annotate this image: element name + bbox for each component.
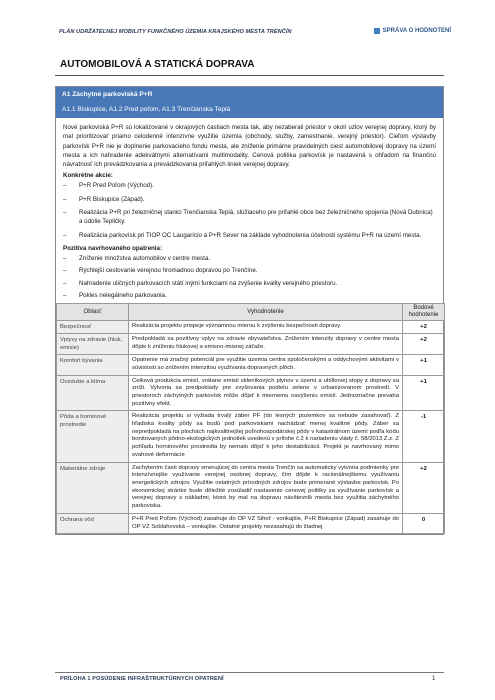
- measure-group-band: A1 Záchytné parkoviská P+R: [56, 87, 443, 102]
- area-cell: Bezpečnosť: [57, 321, 129, 334]
- actions-list: [56, 180, 443, 239]
- column-header-area: Oblasť: [57, 304, 129, 321]
- table-row: [57, 513, 445, 533]
- score-cell: +2: [403, 462, 445, 513]
- area-cell: Pôda a horninové prostredie: [57, 411, 129, 462]
- list-item: – Nahradenie uličných parkovacích státí inými funkciami na zvýšenie kvality verejného priestoru.: [63, 279, 436, 288]
- effects-list: [56, 253, 443, 300]
- evaluation-cell: Predpokladá sa pozitívny vplyv na zdravie obyvateľstva. Znížením intenzity dopravy v centre mesta dôjde k zníženiu hlukovej a emisno-imisnej záťaže.: [129, 334, 403, 355]
- measure-locations-band: A1.1 Biskupice, A1.2 Pred poľom, A1.3 Trenčianska Teplá: [56, 102, 443, 118]
- score-cell: -1: [403, 411, 445, 462]
- table-row: [57, 355, 445, 375]
- evaluation-cell: Realizácia projektu prispeje významnou mierou k zvýšeniu bezpečnosti dopravy.: [129, 321, 403, 334]
- list-item: – P+R Biskupice (Západ).: [63, 195, 436, 204]
- score-cell: +2: [403, 334, 445, 355]
- evaluation-cell: Celková produkcia emisií, vrátane emisií skleníkových plynov v území a uhlíkovej stopy z dopravy sa zníži. Vytvoria sa predpoklady pre zvyšovania podielu zelene v urbanizovanom prostredí. V priestoroch záchytných parkovísk môže dôjsť k miernemu navýšeniu emisií. Jednoznačne prevaha pozitívny efekt.: [129, 375, 403, 411]
- evaluation-cell: P+R Pred Poľom (Východ) zasahuje do OP VZ Sihoť - vonkajšie, P+R Biskupice (Západ) zasahuje do OP VZ Soblahovská – vonkajšie. Ostatné projekty nezasahujú do žiadnej: [129, 513, 403, 533]
- footer-rule: [55, 672, 444, 673]
- area-cell: Vplyvy na zdravie (hluk, emisie): [57, 334, 129, 355]
- table-row: [57, 375, 445, 411]
- footer-annex-title: PRÍLOHA 1 POSÚDENIE INFRAŠTRUKTÚRNYCH OPATRENÍ: [60, 676, 224, 682]
- header-document-title: PLÁN UDRŽATEĽNEJ MOBILITY FUNKČNÉHO ÚZEMIA KRAJSKÉHO MESTA TRENČÍN: [59, 29, 292, 35]
- table-row: [57, 462, 445, 513]
- list-item: – Zníženie množstva automobilov v centre mesta.: [63, 254, 436, 263]
- actions-heading: Konkrétne akcie:: [63, 172, 113, 180]
- list-item: – Rýchlejší cestovanie verejnou hromadnou dopravou po Trenčíne.: [63, 266, 436, 275]
- evaluation-cell: Zachytením časti dopravy smerujúcej do centra mesta Trenčín sa automaticky vytvoria podmienky pre intenzívnejšie využívanie verejnej osobnej dopravy, čím dôjde k racionálnejšiemu využívaniu energetických zdrojov. Využitie ostatných prírodných zdrojov bude primerané výstavbe parkovísk. Po ekonomickej stránke bude dôležité zosúladiť nastavenie cenovej politiky za využívanie parkovísk a verejnej dopravy s nákladmi, ktoré by mal na dopravu návštevník mesta bez využitia záchytného parkoviska.: [129, 462, 403, 513]
- page-number: 1: [432, 676, 436, 682]
- evaluation-cell: Opatrenie má značný potenciál pre využitie územia centra spoločenskými a oddychovými aktivitami v súvislosti so znížením intenzitou využívania dopravných plôch.: [129, 355, 403, 375]
- list-item: – P+R Pred Poľom (Východ).: [63, 181, 436, 190]
- area-cell: Materiálne zdroje: [57, 462, 129, 513]
- list-item: – Pokles nelegálneho parkovania.: [63, 291, 436, 300]
- page-header: [51, 28, 451, 40]
- title-rule: [55, 75, 444, 76]
- table-row: [57, 411, 445, 462]
- evaluation-table: [56, 303, 445, 534]
- score-cell: 0: [403, 513, 445, 533]
- list-item: – Realizácia parkovísk pri TIOP OC Laugarício a P+R Sever na základe vyhodnotenia účelnosti systému P+R na území mesta.: [63, 231, 436, 240]
- effects-heading: Pozitíva navrhovaného opatrenia:: [63, 244, 163, 252]
- measure-description: Nové parkoviská P+R sú lokalizované v okrajových častiach mesta tak, aby nezaberali priestor v okolí uzlov verejnej dopravy, ktorý by mal prioritizovať priamo celodenné intenzívne využitie územia (obchody, služby, zamestnanie, verejný priestor). Cieľom výstavby parkovísk P+R nie je doplnenie parkovacieho fondu mesta, ale zníženie primárne pravidelných ciest automobilovej dopravy na území mesta a ich nahradenie adekvátnymi alternatívami multimodality. Cenová politika parkovísk je nastavená s ohľadom na finančnú návratnosť ich prevádzkovania a prevádzkovania priľahlých liniek verejnej dopravy.: [63, 124, 436, 169]
- area-cell: Ochrana vôd: [57, 513, 129, 533]
- header-section-text: SPRÁVA O HODNOTENÍ: [382, 28, 451, 34]
- score-cell: +1: [403, 375, 445, 411]
- area-cell: Ovzdušie a klíma: [57, 375, 129, 411]
- score-cell: +2: [403, 321, 445, 334]
- measure-box: [55, 86, 444, 535]
- list-item: – Realizácia P+R pri železničnej stanici Trenčianska Teplá, slúžiaceho pre priľahlé obce bez železničného spojenia (Nová Dubnica) a údolie Tepličky.: [63, 208, 436, 227]
- header-section-label: [374, 28, 451, 34]
- page-title: AUTOMOBILOVÁ A STATICKÁ DOPRAVA: [60, 59, 255, 70]
- square-bullet-icon: [374, 28, 380, 34]
- table-header-row: [57, 304, 445, 321]
- column-header-score: Bodové hodnotenie: [403, 304, 445, 321]
- score-cell: +1: [403, 355, 445, 375]
- area-cell: Komfort bývania: [57, 355, 129, 375]
- evaluation-cell: Realizácia projektu si vyžiada trvalý záber PF (do lesných pozemkov sa nebude zasahovať). Z hľadiska kvality pôdy sa budú pod parkoviskami nachádzať menej kvalitné pôdy. Záber sa nepredpokladá na plochách najkvalitnejšej poľnohospodárskej pôdy v katastrálnom území podľa kódu bonitovaných pôdno-ekologických jednotiek uvedenú v prílohe č.2 k nariadeniu vlády č. 58/2013 Z.z. Z pohľadu horninového prostredia by nemalo dôjsť k jeho destabilizácii. Projekt je navrhovaný mimo svahové deformácie: [129, 411, 403, 462]
- table-row: [57, 321, 445, 334]
- column-header-evaluation: Vyhodnotenie: [129, 304, 403, 321]
- table-row: [57, 334, 445, 355]
